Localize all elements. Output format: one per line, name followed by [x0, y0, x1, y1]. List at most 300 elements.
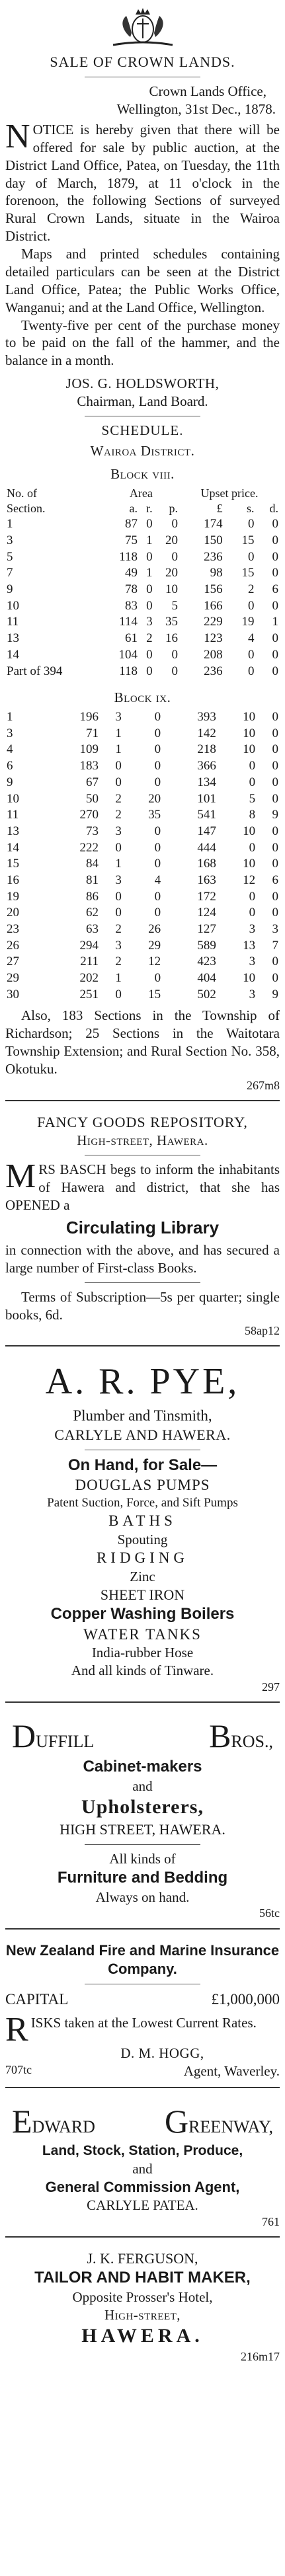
- table-cell: 1: [115, 857, 122, 871]
- table-cell: 172: [197, 889, 216, 904]
- capital-value: £1,000,000: [211, 1990, 280, 2008]
- table-cell: 0: [154, 824, 161, 838]
- duffill-first: DUFFILL: [12, 1717, 95, 1754]
- reference-code: 58ap12: [245, 1324, 280, 1338]
- table-cell: 251: [79, 987, 99, 1001]
- table-cell: 9: [272, 808, 278, 822]
- table-cell: 127: [197, 922, 216, 936]
- agent-name: D. M. HOGG,: [120, 2045, 204, 2062]
- table-cell: 0: [272, 664, 278, 678]
- table-cell: 29: [7, 971, 19, 986]
- table-cell: 4: [248, 631, 255, 646]
- table-cell: 0: [171, 664, 179, 678]
- table-cell: 6: [272, 582, 278, 597]
- closing-paragraph: Also, 183 Sections in the Township of Richardson; 25 Sections in the Waitotara Township Extension; and Rural Section No. 358, Okotuku.: [5, 1007, 280, 1077]
- table-row: [5, 856, 280, 873]
- column-header: No. of: [7, 486, 37, 500]
- duffill-address: HIGH STREET, HAWERA.: [60, 1820, 225, 1838]
- duffill-name: [5, 1715, 280, 1757]
- table-row: [5, 631, 280, 647]
- table-cell: 10: [243, 971, 256, 986]
- ridging: RIDGING: [96, 1549, 189, 1567]
- table-cell: 114: [119, 615, 138, 629]
- table-row: [5, 726, 280, 742]
- table-cell: 50: [86, 791, 99, 806]
- table-cell: 0: [272, 517, 278, 531]
- ad-separator: [5, 1701, 280, 1703]
- reference-code: 56tc: [259, 1906, 280, 1920]
- and-word: and: [132, 1777, 153, 1794]
- insurance-advertisement: [5, 1941, 280, 2081]
- table-cell: 15: [7, 857, 19, 871]
- table-cell: 0: [154, 906, 161, 920]
- reference-code: 707tc: [5, 2063, 32, 2077]
- table-cell: 1: [115, 726, 122, 740]
- table-cell: 0: [146, 517, 153, 531]
- table-cell: 16: [7, 873, 19, 887]
- greenway-advertisement: [5, 2100, 280, 2230]
- table-cell: 2: [248, 582, 255, 597]
- basch-intro: RS BASCH begs to inform the inhabitants of Hawera and district, that she has OPENED a: [5, 1161, 280, 1213]
- table-cell: 0: [272, 598, 278, 613]
- table-row: [5, 824, 280, 840]
- basch-rest: in connection with the above, and has secured a large number of First-class Books.: [5, 1241, 280, 1276]
- fancy-goods-title: FANCY GOODS REPOSITORY,: [37, 1113, 248, 1130]
- and-word: and: [132, 2160, 153, 2177]
- table-cell: 1: [146, 533, 153, 547]
- column-header: Area: [129, 486, 153, 500]
- all-kinds: All kinds of: [109, 1851, 176, 1867]
- table-cell: 118: [119, 549, 138, 564]
- greenway-place: CARLYLE PATEA.: [87, 2197, 198, 2213]
- table-cell: 13: [7, 824, 19, 838]
- table-cell: 20: [7, 906, 19, 920]
- table-row: [5, 758, 280, 775]
- table-cell: 10: [243, 857, 256, 871]
- opposite-hotel: Opposite Prosser's Hotel,: [72, 2288, 213, 2305]
- table-cell: 27: [7, 955, 19, 969]
- table-cell: 0: [272, 759, 278, 773]
- table-cell: 26: [7, 938, 19, 953]
- table-cell: 0: [154, 857, 161, 871]
- column-header: Upset price.: [200, 486, 259, 500]
- table-cell: 589: [197, 938, 216, 953]
- table-cell: 12: [243, 873, 256, 887]
- table-cell: 1: [115, 742, 122, 757]
- district-heading: Wairoa District.: [90, 442, 195, 459]
- insurance-title: New Zealand Fire and Marine Insurance Company.: [5, 1941, 280, 1977]
- table-cell: 0: [272, 857, 278, 871]
- always-on-hand: Always on hand.: [95, 1889, 190, 1905]
- table-cell: 0: [115, 840, 122, 855]
- ferguson-street: High-street,: [104, 2306, 181, 2323]
- pye-place: CARLYLE AND HAWERA.: [54, 1426, 231, 1443]
- table-row: [5, 905, 280, 921]
- drop-cap: G: [165, 2103, 189, 2140]
- table-cell: 1: [146, 566, 153, 580]
- table-cell: 404: [197, 971, 216, 986]
- table-cell: 3: [249, 922, 256, 936]
- douglas-pumps: DOUGLAS PUMPS: [75, 1477, 210, 1494]
- table-cell: 98: [210, 566, 223, 580]
- table-cell: 101: [197, 791, 216, 806]
- table-cell: 211: [80, 955, 99, 969]
- table-cell: 3: [115, 938, 122, 953]
- table-row: [5, 647, 280, 664]
- reference-code: 297: [262, 1680, 280, 1694]
- table-cell: 2: [115, 791, 122, 806]
- signatory-title: Chairman, Land Board.: [77, 393, 208, 410]
- table-cell: 6: [272, 873, 278, 887]
- table-cell: 78: [125, 582, 138, 597]
- table-row: [5, 533, 280, 549]
- ad-separator: [5, 1100, 280, 1101]
- table-cell: 0: [115, 775, 122, 789]
- table-cell: 142: [197, 726, 216, 740]
- table-cell: 0: [115, 987, 122, 1001]
- table-cell: 9: [272, 987, 278, 1001]
- baths: BATHS: [108, 1512, 177, 1530]
- table-cell: 84: [86, 857, 99, 871]
- table-cell: 0: [146, 549, 153, 564]
- table-cell: 4: [154, 873, 161, 887]
- table-cell: 30: [7, 987, 19, 1001]
- table-cell: 0: [154, 710, 161, 724]
- table-cell: 196: [79, 710, 99, 724]
- table-row: [5, 742, 280, 758]
- table-cell: 0: [272, 955, 278, 969]
- table-cell: 29: [148, 938, 161, 953]
- table-cell: 0: [272, 742, 278, 757]
- table-cell: 10: [7, 598, 19, 613]
- terms-paragraph: Twenty-five per cent of the purchase money to be paid on the fall of the hammer, and the balance in a month.: [5, 317, 280, 369]
- table-cell: 0: [272, 647, 278, 662]
- table-cell: 0: [146, 598, 153, 613]
- table-cell: 0: [272, 533, 278, 547]
- crown-lands-title: SALE OF CROWN LANDS.: [50, 54, 235, 70]
- cabinet-makers: Cabinet-makers: [83, 1757, 202, 1776]
- pye-trade: Plumber and Tinsmith,: [73, 1407, 212, 1425]
- table-cell: 19: [241, 615, 255, 629]
- table-cell: 19: [7, 889, 19, 904]
- office-line: Crown Lands Office,: [149, 83, 266, 100]
- table-cell: 0: [171, 517, 179, 531]
- table-cell: 294: [79, 938, 99, 953]
- table-cell: 0: [171, 549, 179, 564]
- reference-code: 216m17: [240, 2349, 280, 2363]
- table-cell: 0: [154, 840, 161, 855]
- tinware: And all kinds of Tinware.: [71, 1662, 214, 1678]
- ad-separator: [5, 1345, 280, 1347]
- table-row: [5, 807, 280, 824]
- table-cell: 10: [243, 726, 256, 740]
- pye-name: A. R. PYE,: [45, 1361, 240, 1403]
- ad-separator: [5, 1928, 280, 1930]
- agent-title: Agent, Waverley.: [183, 2063, 280, 2080]
- table-cell: 20: [148, 791, 161, 806]
- table-row: [5, 987, 280, 1003]
- table-row: [5, 921, 280, 938]
- table-cell: 1: [7, 710, 13, 724]
- table-row: [5, 970, 280, 987]
- table-cell: 15: [241, 566, 255, 580]
- table-cell: 163: [197, 873, 216, 887]
- table-cell: 236: [204, 549, 223, 564]
- table-cell: 0: [115, 759, 122, 773]
- tailor-heading: TAILOR AND HABIT MAKER,: [34, 2268, 251, 2286]
- table-header-row: [5, 486, 280, 501]
- table-cell: 5: [7, 549, 13, 564]
- table-cell: 26: [148, 922, 161, 936]
- table-cell: 423: [197, 955, 216, 969]
- table-cell: 104: [118, 647, 138, 662]
- table-row: [5, 954, 280, 970]
- sheet-iron: SHEET IRON: [100, 1586, 185, 1603]
- fancy-goods-address: High-street, Hawera.: [77, 1132, 208, 1149]
- table-row: [5, 791, 280, 808]
- table-cell: 0: [154, 889, 161, 904]
- table-row: [5, 516, 280, 533]
- table-cell: 444: [197, 840, 216, 855]
- table-cell: 0: [249, 840, 256, 855]
- table-cell: 6: [7, 759, 13, 773]
- table-cell: 86: [86, 889, 99, 904]
- table-row: [5, 775, 280, 791]
- block-viii-title: Block viii.: [110, 465, 175, 482]
- reference-code: 761: [262, 2214, 280, 2228]
- table-cell: 3: [249, 987, 256, 1001]
- table-cell: 123: [204, 631, 223, 646]
- divider: [85, 1844, 200, 1845]
- table-cell: 1: [115, 971, 122, 986]
- table-cell: 20: [165, 566, 179, 580]
- table-cell: 0: [272, 971, 278, 986]
- fancy-goods-advertisement: [5, 1113, 280, 1339]
- table-cell: 236: [204, 664, 223, 678]
- table-cell: 218: [197, 742, 216, 757]
- table-row: [5, 889, 280, 906]
- spouting: Spouting: [117, 1531, 168, 1547]
- table-cell: 2: [115, 955, 122, 969]
- table-cell: 0: [272, 710, 278, 724]
- table-cell: 0: [154, 759, 161, 773]
- table-cell: 87: [125, 517, 138, 531]
- table-cell: 183: [79, 759, 99, 773]
- table-cell: 3: [115, 710, 122, 724]
- table-cell: 15: [241, 533, 255, 547]
- column-header: p.: [169, 501, 179, 515]
- table-cell: 23: [7, 922, 19, 936]
- drop-cap: B: [209, 1717, 231, 1754]
- table-header-row: [5, 501, 280, 516]
- table-cell: 73: [86, 824, 99, 838]
- table-cell: 3: [7, 726, 13, 740]
- table-row: [5, 840, 280, 857]
- table-cell: 156: [204, 582, 223, 597]
- column-header: Section.: [7, 501, 46, 515]
- table-cell: 2: [115, 808, 122, 822]
- table-cell: 0: [272, 824, 278, 838]
- table-cell: 124: [197, 906, 216, 920]
- table-row: [5, 873, 280, 889]
- ad-separator: [5, 2087, 280, 2088]
- table-cell: 15: [148, 987, 161, 1001]
- table-cell: 9: [7, 775, 13, 789]
- table-cell: 366: [197, 759, 216, 773]
- greenway-name: [5, 2100, 280, 2142]
- drop-cap: R: [5, 2011, 28, 2049]
- table-cell: 62: [86, 906, 99, 920]
- risks-paragraph: [5, 2011, 280, 2049]
- crest-drawing: [93, 4, 192, 50]
- notice-text: OTICE is hereby given that there will be offered for sale by public auction, at the District Land Office, Patea, on Tuesday, the 11th day of March, 1879, at 11 o'clock in the forenoon, the following Sections of surveyed Rural Crown Lands, situate in the Wairoa District.: [5, 121, 280, 245]
- table-cell: 1: [7, 517, 13, 531]
- block-ix-title: Block ix.: [114, 689, 171, 706]
- capital-line: [5, 1990, 280, 2009]
- table-cell: 502: [197, 987, 216, 1001]
- schedule-table-block-ix: [5, 709, 280, 1003]
- schedule-table-block-viii: [5, 486, 280, 680]
- circulating-library-heading: Circulating Library: [65, 1217, 220, 1237]
- signatory-name: JOS. G. HOLDSWORTH,: [65, 375, 220, 392]
- divider: [85, 1282, 200, 1283]
- table-row: [5, 664, 280, 680]
- table-cell: 10: [243, 742, 256, 757]
- table-cell: 81: [86, 873, 99, 887]
- table-cell: 0: [248, 549, 255, 564]
- table-cell: 0: [272, 840, 278, 855]
- table-cell: 118: [119, 664, 138, 678]
- table-cell: 0: [115, 889, 122, 904]
- table-cell: 3: [272, 922, 278, 936]
- royal-coat-of-arms-icon: [5, 4, 280, 52]
- table-cell: 0: [146, 582, 153, 597]
- table-cell: 0: [272, 549, 278, 564]
- upholsterers: Upholsterers,: [81, 1796, 204, 1818]
- drop-cap: E: [12, 2103, 32, 2140]
- table-cell: 0: [154, 971, 161, 986]
- column-header: s.: [246, 501, 255, 515]
- table-row: [5, 582, 280, 598]
- table-cell: 35: [148, 808, 161, 822]
- drop-cap: N: [5, 117, 30, 155]
- drop-cap: M: [5, 1157, 36, 1195]
- notice-paragraph: [5, 117, 280, 245]
- basch-paragraph: [5, 1157, 280, 1214]
- table-cell: 0: [272, 906, 278, 920]
- table-cell: 174: [204, 517, 223, 531]
- table-cell: 3: [249, 955, 256, 969]
- table-cell: Part of 394: [7, 664, 63, 678]
- table-cell: 14: [7, 647, 19, 662]
- table-row: [5, 709, 280, 726]
- table-cell: 3: [115, 873, 122, 887]
- ferguson-advertisement: [5, 2249, 280, 2364]
- table-cell: 270: [79, 808, 99, 822]
- table-row: [5, 565, 280, 582]
- column-header: £: [216, 501, 223, 515]
- table-cell: 0: [115, 906, 122, 920]
- drop-cap: D: [12, 1717, 36, 1754]
- table-cell: 393: [197, 710, 216, 724]
- table-cell: 0: [248, 664, 255, 678]
- newspaper-column: [0, 4, 285, 2364]
- column-header: d.: [269, 501, 278, 515]
- india-rubber-hose: India-rubber Hose: [91, 1645, 194, 1661]
- table-cell: 10: [243, 824, 256, 838]
- table-cell: 20: [165, 533, 179, 547]
- table-cell: 7: [272, 938, 278, 953]
- ferguson-town: HAWERA.: [81, 2325, 204, 2347]
- table-cell: 49: [125, 566, 138, 580]
- column-header: a.: [129, 501, 138, 515]
- patent-pumps: Patent Suction, Force, and Sift Pumps: [47, 1495, 238, 1510]
- block-viii-rows: [5, 516, 280, 680]
- table-cell: 0: [171, 647, 179, 662]
- table-cell: 3: [146, 615, 153, 629]
- table-cell: 0: [146, 647, 153, 662]
- table-cell: 13: [7, 631, 19, 646]
- on-hand-heading: On Hand, for Sale—: [67, 1456, 218, 1474]
- duffill-advertisement: [5, 1715, 280, 1922]
- land-stock-line: Land, Stock, Station, Produce,: [42, 2143, 243, 2159]
- table-cell: 0: [249, 759, 256, 773]
- table-cell: 10: [165, 582, 179, 597]
- table-cell: 147: [197, 824, 216, 838]
- table-cell: 208: [204, 647, 223, 662]
- table-cell: 134: [197, 775, 216, 789]
- table-cell: 11: [7, 615, 19, 629]
- table-cell: 11: [7, 808, 19, 822]
- table-cell: 0: [154, 742, 161, 757]
- table-cell: 0: [272, 791, 278, 806]
- table-cell: 10: [7, 791, 19, 806]
- ad-separator: [5, 2236, 280, 2238]
- table-cell: 541: [197, 808, 216, 822]
- dateline: Wellington, 31st Dec., 1878.: [116, 101, 276, 118]
- table-cell: 83: [125, 598, 138, 613]
- table-cell: 3: [115, 824, 122, 838]
- zinc: Zinc: [130, 1568, 155, 1584]
- ferguson-name: J. K. FERGUSON,: [87, 2249, 198, 2267]
- table-cell: 2: [115, 922, 122, 936]
- table-cell: 0: [272, 889, 278, 904]
- table-cell: 3: [7, 533, 13, 547]
- table-cell: 0: [272, 566, 278, 580]
- table-cell: 222: [79, 840, 99, 855]
- table-cell: 12: [148, 955, 161, 969]
- table-cell: 5: [171, 598, 179, 613]
- table-cell: 166: [204, 598, 223, 613]
- table-cell: 61: [125, 631, 138, 646]
- table-cell: 109: [79, 742, 99, 757]
- subscription-terms: Terms of Subscription—5s per quarter; single books, 6d.: [5, 1288, 280, 1323]
- table-row: [5, 549, 280, 566]
- table-cell: 0: [248, 517, 255, 531]
- capital-label: CAPITAL: [5, 1990, 69, 2008]
- risks-text: ISKS taken at the Lowest Current Rates.: [30, 2015, 257, 2031]
- greenway-second: GREENWAY,: [165, 2103, 273, 2140]
- maps-paragraph: Maps and printed schedules containing detailed particulars can be seen at the District Land Office, Patea; the Public Works Office, Wanganui; and at the Land Office, Wellington.: [5, 246, 280, 315]
- table-cell: 67: [86, 775, 99, 789]
- greenway-first: EDWARD: [12, 2103, 95, 2140]
- table-cell: 10: [243, 710, 256, 724]
- table-row: [5, 938, 280, 955]
- table-cell: 9: [7, 582, 13, 597]
- copper-boilers: Copper Washing Boilers: [50, 1604, 235, 1623]
- table-cell: 4: [7, 742, 13, 757]
- table-cell: 0: [249, 775, 256, 789]
